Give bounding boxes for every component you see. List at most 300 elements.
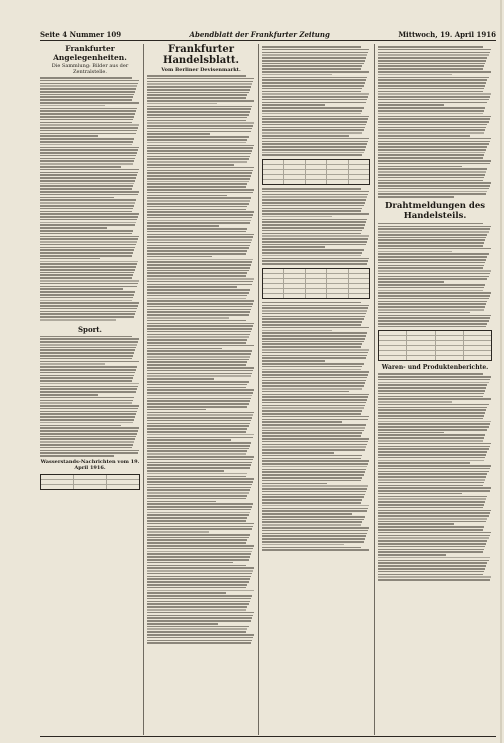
text-line [147, 409, 206, 411]
text-line [378, 521, 486, 523]
text-line [262, 143, 367, 145]
text-line [262, 52, 368, 54]
text-line [378, 273, 490, 275]
text-line [147, 122, 254, 124]
text-line [147, 270, 249, 272]
text-line [262, 477, 362, 479]
text-line [40, 297, 133, 299]
text-line [378, 437, 484, 439]
text-line [378, 127, 486, 129]
text-line [147, 311, 250, 313]
text-line [147, 587, 246, 589]
text-line [378, 568, 485, 570]
text-line [262, 132, 362, 134]
text-line [262, 208, 362, 210]
text-line [40, 188, 132, 190]
section-title-trade: Frankfurter Handelsblatt. [163, 44, 239, 66]
section-title-local: Frankfurter Angelegenheiten. [53, 44, 127, 62]
text-line [262, 413, 361, 415]
sport-text [40, 336, 140, 457]
text-line [40, 216, 138, 218]
text-line [147, 620, 251, 622]
text-line [378, 523, 454, 525]
text-line [147, 289, 250, 291]
text-line [147, 526, 253, 528]
text-line [147, 247, 249, 249]
text-line [378, 462, 470, 464]
text-line [147, 189, 254, 191]
text-line [147, 414, 253, 416]
text-line [378, 510, 491, 512]
text-line [262, 258, 369, 260]
text-line [147, 531, 209, 533]
text-line [147, 272, 247, 274]
text-line [262, 343, 362, 345]
text-line [40, 375, 134, 377]
text-line [40, 302, 139, 304]
text-line [378, 579, 490, 581]
text-line [147, 592, 226, 594]
text-line [147, 206, 247, 208]
text-line [262, 116, 369, 118]
text-line [262, 544, 344, 546]
water-level-table [40, 474, 140, 490]
text-line [40, 286, 137, 288]
text-line [147, 473, 247, 475]
text-line [262, 363, 364, 365]
text-line [147, 303, 253, 305]
text-line [40, 80, 139, 82]
text-line [378, 498, 486, 500]
text-line [262, 432, 362, 434]
article-text [378, 373, 492, 580]
text-line [40, 99, 132, 101]
text-line [147, 481, 253, 483]
text-line [262, 419, 368, 421]
text-line [378, 54, 489, 56]
text-line [378, 576, 491, 578]
text-line [378, 46, 483, 48]
text-line [378, 196, 454, 198]
text-line [378, 571, 484, 573]
text-line [147, 178, 250, 180]
text-line [378, 143, 489, 145]
text-line [40, 402, 132, 404]
text-line [40, 369, 136, 371]
text-line [147, 462, 252, 464]
text-line [262, 321, 362, 323]
text-line [147, 392, 253, 394]
text-line [262, 318, 364, 320]
text-line [147, 423, 250, 425]
text-line [262, 491, 366, 493]
text-line [147, 156, 250, 158]
text-line [147, 267, 250, 269]
text-line [378, 68, 483, 70]
text-line [262, 302, 361, 304]
text-line [378, 242, 484, 244]
text-line [378, 245, 483, 247]
text-line [378, 434, 485, 436]
text-line [262, 305, 369, 307]
text-line [378, 379, 490, 381]
text-line [262, 141, 368, 143]
text-line [147, 264, 251, 266]
text-line [40, 338, 139, 340]
text-line [262, 374, 368, 376]
text-line [378, 239, 485, 241]
text-line [147, 89, 250, 91]
text-line [378, 180, 483, 182]
text-line [262, 516, 365, 518]
text-line [262, 104, 325, 106]
text-line [262, 241, 367, 243]
text-line [378, 396, 483, 398]
text-line [262, 435, 361, 437]
text-line [40, 94, 134, 96]
text-line [378, 154, 484, 156]
text-line [378, 479, 485, 481]
text-line [262, 335, 366, 337]
text-line [40, 194, 138, 196]
text-line [147, 506, 252, 508]
text-line [40, 255, 132, 257]
text-line [147, 192, 253, 194]
text-line [378, 132, 484, 134]
text-line [378, 429, 487, 431]
text-line [147, 476, 246, 478]
text-line [40, 144, 132, 146]
text-line [147, 225, 219, 227]
text-line [378, 537, 489, 539]
header-rule [40, 40, 496, 41]
exchange-table [378, 330, 492, 361]
text-line [262, 199, 366, 201]
text-line [147, 309, 251, 311]
text-line [378, 320, 489, 322]
text-line [147, 528, 252, 530]
text-line [262, 63, 364, 65]
text-line [378, 415, 484, 417]
text-line [147, 83, 252, 85]
text-line [40, 102, 139, 104]
text-line [147, 492, 249, 494]
text-line [40, 294, 134, 296]
text-line [147, 209, 246, 211]
text-line [378, 401, 452, 403]
text-line [378, 152, 485, 154]
text-line [262, 210, 361, 212]
text-line [378, 512, 490, 514]
text-line [262, 438, 369, 440]
text-line [147, 153, 251, 155]
text-line [378, 102, 487, 104]
text-line [147, 356, 250, 358]
balance-table [262, 268, 370, 299]
text-line [262, 60, 365, 62]
text-line [40, 122, 132, 124]
text-line [262, 474, 364, 476]
text-line [262, 91, 361, 93]
text-line [147, 403, 249, 405]
text-line [378, 485, 483, 487]
text-line [378, 432, 444, 434]
text-line [147, 534, 250, 536]
text-line [378, 157, 483, 159]
text-line [262, 410, 362, 412]
text-line [378, 290, 483, 292]
text-line [378, 284, 485, 286]
text-line [40, 291, 135, 293]
text-line [378, 88, 484, 90]
text-line [262, 219, 367, 221]
text-line [147, 217, 252, 219]
text-line [262, 416, 369, 418]
column-2 [147, 44, 255, 735]
text-line [147, 78, 254, 80]
text-line [147, 406, 247, 408]
text-line [262, 391, 349, 393]
text-line [262, 110, 362, 112]
text-line [40, 233, 132, 235]
text-line [378, 113, 483, 115]
text-line [147, 501, 216, 503]
text-line [378, 231, 489, 233]
text-line [262, 107, 364, 109]
text-line [378, 507, 483, 509]
text-line [40, 110, 136, 112]
text-line [40, 272, 134, 274]
text-line [378, 96, 490, 98]
text-line [378, 393, 484, 395]
text-line [378, 549, 484, 551]
column-1 [40, 44, 140, 735]
text-line [147, 261, 252, 263]
text-line [40, 263, 137, 265]
text-line [262, 407, 364, 409]
text-line [262, 533, 367, 535]
text-line [147, 595, 252, 597]
text-line [378, 309, 484, 311]
header-date: Mittwoch, 19. April 1916 [398, 29, 496, 39]
text-line [378, 160, 491, 162]
text-line [262, 513, 352, 515]
text-line [40, 430, 138, 432]
text-line [378, 166, 462, 168]
text-line [147, 581, 249, 583]
text-line [40, 405, 139, 407]
text-line [40, 408, 138, 410]
text-line [40, 227, 107, 229]
text-line [147, 520, 246, 522]
text-line [40, 391, 136, 393]
text-line [147, 331, 251, 333]
text-line [262, 260, 368, 262]
text-line [147, 150, 252, 152]
text-line [378, 303, 486, 305]
header-page-number: Seite 4 Nummer 109 [40, 29, 122, 39]
text-line [262, 446, 366, 448]
text-line [262, 421, 342, 423]
text-line [262, 385, 364, 387]
text-line [262, 357, 366, 359]
text-line [378, 554, 446, 556]
text-line [147, 336, 249, 338]
text-line [40, 433, 137, 435]
text-line [378, 253, 489, 255]
text-line [378, 118, 490, 120]
article-text [147, 75, 255, 644]
text-line [147, 214, 253, 216]
text-line [147, 389, 254, 391]
text-line [40, 394, 98, 396]
text-line [147, 617, 252, 619]
text-line [147, 542, 246, 544]
text-line [40, 261, 138, 263]
text-line [40, 174, 137, 176]
text-line [40, 191, 139, 193]
text-line [378, 551, 483, 553]
text-line [262, 252, 362, 254]
text-line [262, 85, 364, 87]
text-line [147, 590, 254, 592]
text-line [378, 146, 487, 148]
text-line [147, 539, 247, 541]
text-line [147, 384, 247, 386]
text-line [262, 480, 361, 482]
text-line [262, 441, 368, 443]
text-line [147, 448, 249, 450]
text-line [378, 471, 489, 473]
text-line [40, 208, 133, 210]
text-line [378, 443, 491, 445]
text-line [147, 598, 251, 600]
text-line [378, 515, 489, 517]
text-line [147, 281, 253, 283]
text-line [147, 298, 246, 300]
text-line [262, 99, 367, 101]
text-line [147, 211, 254, 213]
text-line [40, 238, 138, 240]
sport-heading: Sport. [78, 324, 102, 334]
text-line [378, 49, 491, 51]
text-line [40, 425, 121, 427]
text-line [378, 398, 491, 400]
text-line [147, 434, 254, 436]
text-line [147, 286, 237, 288]
section-subtitle-devisen: Vom Berliner Devisenmarkt. [161, 67, 241, 73]
text-line [147, 375, 251, 377]
text-line [147, 467, 250, 469]
text-line [40, 386, 138, 388]
text-line [262, 54, 367, 56]
text-line [262, 213, 369, 215]
text-line [40, 388, 137, 390]
text-line [147, 317, 229, 319]
text-line [378, 323, 487, 325]
text-line [40, 241, 137, 243]
text-line [40, 400, 133, 402]
text-line [40, 280, 139, 282]
text-line [378, 301, 487, 303]
text-line [147, 228, 247, 230]
article-text [262, 188, 370, 265]
text-line [378, 65, 484, 67]
text-line [147, 334, 250, 336]
text-line [147, 453, 246, 455]
text-line [378, 526, 484, 528]
text-line [147, 81, 253, 83]
text-line [262, 538, 365, 540]
text-line [147, 442, 251, 444]
column-rule [374, 44, 375, 735]
text-line [147, 559, 249, 561]
text-line [378, 85, 485, 87]
text-line [40, 358, 132, 360]
text-line [262, 205, 364, 207]
text-line [147, 537, 249, 539]
text-line [40, 274, 133, 276]
text-line [147, 478, 254, 480]
text-line [40, 88, 136, 90]
text-line [378, 540, 487, 542]
text-line [40, 172, 138, 174]
text-line [262, 188, 361, 190]
text-line [40, 152, 137, 154]
text-line [40, 77, 132, 79]
text-line [147, 503, 253, 505]
text-line [262, 505, 369, 507]
text-line [378, 384, 487, 386]
column-rule [258, 44, 259, 735]
text-line [147, 570, 253, 572]
text-line [378, 270, 491, 272]
text-line [147, 120, 246, 122]
text-line [147, 576, 251, 578]
section-subtitle-local: Die Sammlung: Bilder aus der Zentralstelle. [51, 63, 129, 75]
text-line [147, 300, 254, 302]
text-line [40, 83, 138, 85]
text-line [147, 75, 246, 77]
text-line [378, 529, 483, 531]
text-line [262, 216, 332, 218]
text-line [147, 395, 252, 397]
text-line [262, 402, 366, 404]
text-line [147, 562, 233, 564]
text-line [262, 541, 364, 543]
text-line [40, 441, 134, 443]
text-line [262, 330, 332, 332]
text-line [378, 493, 462, 495]
text-line [262, 221, 366, 223]
text-line [262, 46, 361, 48]
article-text [262, 46, 370, 156]
text-line [40, 366, 137, 368]
text-line [147, 350, 252, 352]
text-line [262, 471, 365, 473]
market-table [262, 159, 370, 185]
text-line [262, 549, 369, 551]
text-line [147, 236, 253, 238]
text-line [378, 496, 487, 498]
text-line [378, 163, 490, 165]
text-line [378, 135, 470, 137]
text-line [378, 543, 486, 545]
text-line [378, 256, 487, 258]
text-line [147, 117, 247, 119]
text-line [378, 476, 486, 478]
text-line [262, 396, 368, 398]
